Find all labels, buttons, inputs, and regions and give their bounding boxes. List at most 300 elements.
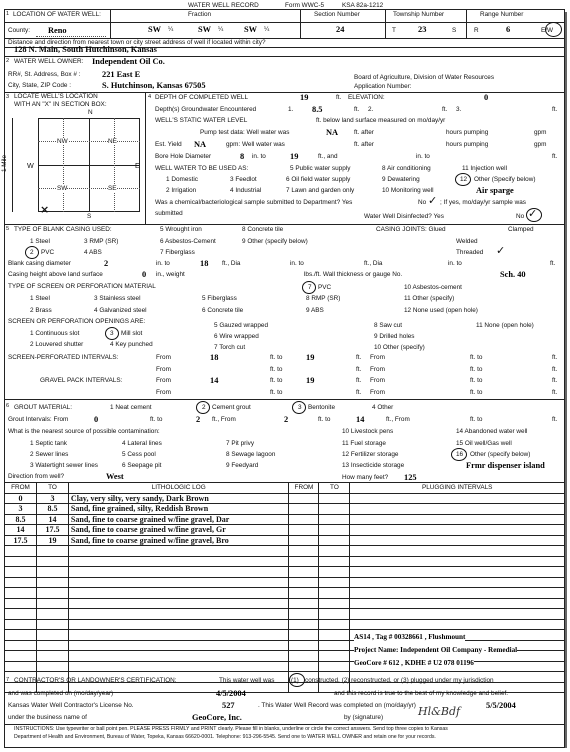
- use-12-circle: [455, 173, 471, 186]
- township-t: T: [392, 27, 396, 34]
- log-from: 0: [5, 493, 37, 504]
- casing-threaded: Threaded: [456, 249, 484, 256]
- height-in: in., weight: [156, 271, 185, 278]
- cert-label: CONTRACTOR'S OR LANDOWNER'S CERTIFICATION:: [14, 677, 177, 684]
- pump-label: Pump test data: Well water was: [200, 129, 290, 136]
- section-5-number: 5: [6, 226, 10, 232]
- gravel-ft-1: ft.: [356, 377, 362, 384]
- log-from: 8.5: [5, 514, 37, 525]
- screen-2: 2 Brass: [30, 307, 52, 314]
- grid-east: E: [135, 161, 140, 170]
- lithologic-log-table: [4, 482, 565, 693]
- grout-4: 4 Other: [372, 404, 394, 411]
- contam-16-circle: [451, 448, 467, 461]
- use-6: 6 Oil field water supply: [286, 176, 351, 183]
- use-1: 1 Domestic: [166, 176, 198, 183]
- fraction-q2: ¼: [218, 26, 224, 33]
- log-header-from: FROM: [5, 483, 37, 494]
- air-sparge: Air sparge: [476, 186, 514, 195]
- contam-label: What is the nearest source of possible contamination:: [8, 428, 160, 435]
- blank-in-to-2: in. to: [290, 260, 304, 267]
- casing-7: 7 Fiberglass: [160, 249, 195, 256]
- direction-label: Direction from well?: [8, 473, 65, 480]
- gw-3: 3.: [456, 106, 462, 113]
- record-label: . This Water Well Record was completed on (mo/day/yr): [258, 702, 416, 709]
- table-row: [5, 588, 565, 599]
- gravel-ft-4: ft.: [552, 389, 558, 396]
- elevation-value: 0: [484, 93, 489, 102]
- yield-after: ft. after: [354, 141, 374, 148]
- grout-3-circle: [292, 401, 306, 414]
- pump-after: ft. after: [354, 129, 374, 136]
- section-4-number: 4: [148, 94, 152, 100]
- casing-2-circle: [25, 246, 39, 259]
- pump-hours: hours pumping: [446, 129, 489, 136]
- county-value: Reno: [48, 26, 67, 35]
- log-header-to: TO: [36, 483, 68, 494]
- owner-city: S. Hutchinson, Kansas 67505: [102, 81, 206, 90]
- perf-from-2: From: [370, 354, 385, 361]
- log-to: 8.5: [36, 504, 68, 515]
- cert-text-1: This water well was: [219, 677, 275, 684]
- pump-value: NA: [326, 128, 339, 137]
- contam-7: 7 Pit privy: [226, 440, 255, 447]
- grout-ft-from-1: ft., From: [212, 416, 236, 423]
- locate-title-1: LOCATE WELL'S LOCATION: [14, 93, 98, 100]
- screen-6: 6 Concrete tile: [202, 307, 244, 314]
- mile-label: 1 Mile: [1, 154, 9, 173]
- header-div-2: [300, 9, 301, 38]
- groundwater-label: Depth(s) Groundwater Encountered: [155, 106, 257, 113]
- log-to: 14: [36, 514, 68, 525]
- range-r: R: [474, 27, 479, 34]
- city-label: City, State, ZIP Code :: [8, 82, 71, 89]
- contam-1: 1 Septic tank: [30, 440, 67, 447]
- contam-14: 14 Abandoned water well: [456, 428, 528, 435]
- business-label: under the business name of: [8, 714, 87, 721]
- yield-value: NA: [194, 140, 207, 149]
- table-row: [5, 619, 565, 630]
- header-div-1: [110, 9, 111, 38]
- grout-cement: Cement grout: [212, 404, 251, 411]
- perf-to-value: 19: [306, 353, 315, 362]
- table-row: [5, 525, 565, 536]
- yield-label: Est. Yield: [155, 141, 182, 148]
- blank-in-to-3: in. to: [448, 260, 462, 267]
- grout-ft-to-2: ft. to: [318, 416, 331, 423]
- disinfected-check: ✓: [528, 207, 538, 220]
- open-3-circle: [105, 327, 119, 340]
- yield-gpm-2: gpm: [534, 141, 547, 148]
- table-row: [5, 577, 565, 588]
- disinfected-label: Water Well Disinfected? Yes: [364, 213, 444, 220]
- contam-11: 11 Fuel storage: [342, 440, 386, 447]
- section-6-rule: [4, 399, 565, 400]
- depth-ft: ft.: [336, 94, 342, 101]
- grid-center-h: [38, 165, 140, 166]
- gravel-from-value: 14: [210, 376, 219, 385]
- table-row: [5, 598, 565, 609]
- perf-ft-1: ft.: [356, 354, 362, 361]
- screen-12: 12 None used (open hole): [404, 307, 478, 314]
- how-many-label: How many feet?: [342, 474, 389, 481]
- use-3: 3 Feedlot: [230, 176, 257, 183]
- signature: Hl&Bdf: [418, 705, 461, 718]
- height-value: 0: [142, 270, 147, 279]
- casing-3: 3 RMP (SR): [84, 238, 119, 245]
- grid-dot-h2: [38, 188, 140, 189]
- static-after: ft. below land surface measured on mo/day/yr: [316, 117, 446, 124]
- frmr-dispenser: Frmr dispenser island: [466, 461, 545, 470]
- grout-label: GROUT MATERIAL:: [14, 404, 72, 411]
- screen-8: 8 RMP (SR): [306, 295, 341, 302]
- open-1: 1 Continuous slot: [30, 330, 80, 337]
- gravel-ft-to-1: ft. to: [270, 377, 283, 384]
- table-row: [5, 493, 565, 504]
- section-7-rule: [4, 671, 565, 672]
- gravel-ft-3: ft.: [356, 389, 362, 396]
- chem-submitted: submitted: [155, 210, 183, 217]
- use-12: 12: [460, 176, 468, 183]
- contam-16-text: Other (specify below): [470, 451, 531, 458]
- table-row: [5, 609, 565, 620]
- belief-text: and this record is true to the best of my knowledge and belief.: [334, 690, 509, 697]
- perf-ft-4: ft.: [552, 366, 558, 373]
- log-header-to-2: TO: [319, 483, 350, 494]
- open-2: 2 Louvered shutter: [30, 341, 84, 348]
- pump-gpm: gpm: [534, 129, 547, 136]
- contam-2: 2 Sewer lines: [30, 451, 69, 458]
- bore-in-to-2: in. to: [416, 153, 430, 160]
- gw-ft2: ft.: [442, 106, 448, 113]
- section-3-number: 3: [6, 94, 10, 100]
- yield-hours: hours pumping: [446, 141, 489, 148]
- log-header-row: [5, 483, 565, 494]
- perf-ft-to-2: ft. to: [470, 354, 483, 361]
- table-row: [5, 535, 565, 546]
- log-desc: Sand, fine to coarse grained w/fine gravel, Bro: [68, 535, 289, 546]
- blank-dia-2: ft., Dia: [364, 260, 383, 267]
- casing-8: 8 Concrete tile: [242, 226, 284, 233]
- contam-15: 15 Oil well/Gas well: [456, 440, 512, 447]
- log-header-plugging: PLUGGING INTERVALS: [350, 483, 565, 494]
- grout-ft-to-3: ft. to: [470, 416, 483, 423]
- depth-value: 19: [300, 93, 309, 102]
- open-mill-slot: Mill slot: [121, 330, 143, 337]
- chem-no-check: ✓: [428, 194, 438, 207]
- screen-5: 5 Fiberglass: [202, 295, 237, 302]
- township-s: S: [452, 27, 457, 34]
- completed-value: 4/5/2004: [216, 689, 246, 698]
- log-header-from-2: FROM: [289, 483, 319, 494]
- cert-text-2: constructed, (2) reconstructed, or (3) plugged under my jurisdiction: [305, 677, 494, 684]
- use-10: 10 Monitoring well: [382, 187, 434, 194]
- use-7: 7 Lawn and garden only: [286, 187, 355, 194]
- grout-intervals-label: Grout Intervals: From: [8, 416, 69, 423]
- gw-2: 2.: [368, 106, 374, 113]
- grid-ne: NE: [108, 138, 117, 145]
- screen-7: 7: [308, 284, 312, 291]
- grout-ft-to-1: ft. to: [150, 416, 163, 423]
- mile-arrow: [12, 118, 13, 212]
- table-row: [5, 546, 565, 557]
- cert-text-c1: (1): [291, 677, 299, 684]
- casing-clamped: Clamped: [508, 226, 534, 233]
- open-6: 6 Wire wrapped: [214, 333, 259, 340]
- use-9: 9 Dewatering: [382, 176, 420, 183]
- casing-type-label: TYPE OF BLANK CASING USED:: [14, 226, 112, 233]
- gravel-from-2: From: [370, 377, 385, 384]
- open-8: 8 Saw cut: [374, 322, 403, 329]
- gravel-from-4: From: [370, 389, 385, 396]
- blank-in-to: in. to: [156, 260, 170, 267]
- open-4: 4 Key punched: [110, 341, 153, 348]
- stamp-line-1: AS14 , Tag # 00328661 , Flushmount: [354, 633, 466, 641]
- chem-no: No: [418, 199, 427, 206]
- grout-to-2: 14: [356, 415, 365, 424]
- casing-1: 1 Steel: [30, 238, 50, 245]
- open-9: 9 Drilled holes: [374, 333, 415, 340]
- use-2: 2 Irrigation: [166, 187, 197, 194]
- log-desc: Sand, fine to coarse grained w/fine gravel, Gr: [68, 525, 289, 536]
- bore-ft: ft.: [552, 153, 558, 160]
- table-row: [5, 556, 565, 567]
- gravel-ft-2: ft.: [552, 377, 558, 384]
- table-row: [5, 514, 565, 525]
- table-row: [5, 504, 565, 515]
- table-row: [5, 630, 565, 641]
- static-label: WELL'S STATIC WATER LEVEL: [155, 117, 248, 124]
- grid-dot-v1: [63, 118, 64, 212]
- depth-label: DEPTH OF COMPLETED WELL: [155, 94, 249, 101]
- open-5: 5 Gauzed wrapped: [214, 322, 269, 329]
- section-2-number: 2: [6, 58, 10, 64]
- grout-ft-from-2: ft., From: [386, 416, 410, 423]
- grid-west: W: [27, 161, 34, 170]
- grout-1: 1 Neat cement: [110, 404, 152, 411]
- gw-ft3: ft.: [552, 106, 558, 113]
- use-12-text: Other (Specify below): [474, 176, 536, 183]
- grout-from-2: 2: [284, 415, 289, 424]
- perf-ft-2: ft.: [552, 354, 558, 361]
- log-header-lithologic: LITHOLOGIC LOG: [68, 483, 289, 494]
- section-label: Section Number: [314, 11, 360, 18]
- instructions-2: Department of Health and Environment, Bureau of Water, Topeka, Kansas 66620-0001. Telephone: 913-296-5545. Send one to WATER WELL OWNER and retain one for your records.: [14, 734, 436, 740]
- instructions-rule: [4, 724, 565, 725]
- screen-7-circle: [302, 281, 316, 294]
- grid-south: S: [87, 213, 92, 220]
- log-from: 14: [5, 525, 37, 536]
- board-text: Board of Agriculture, Division of Water Resources: [354, 74, 495, 81]
- bore-to-value: 19: [290, 152, 299, 161]
- grout-3: 3: [298, 404, 302, 411]
- contam-10: 10 Livestock pens: [342, 428, 394, 435]
- blank-value: 2: [104, 259, 109, 268]
- log-to: 17.5: [36, 525, 68, 536]
- township-value: 23: [418, 25, 427, 34]
- gw-ft1: ft.: [354, 106, 360, 113]
- screen-3: 3 Stainless steel: [94, 295, 141, 302]
- blank-label: Blank casing diameter: [8, 260, 71, 267]
- casing-6: 6 Asbestos-Cement: [160, 238, 216, 245]
- grout-from-1: 0: [94, 415, 99, 424]
- use-8: 8 Air conditioning: [382, 165, 431, 172]
- location-label: LOCATION OF WATER WELL:: [13, 11, 101, 18]
- casing-pvc: PVC: [41, 249, 55, 256]
- contam-4: 4 Lateral lines: [122, 440, 162, 447]
- gw-value: 8.5: [312, 105, 323, 114]
- casing-joints: CASING JOINTS: Glued: [376, 226, 446, 233]
- gravel-from-3: From: [156, 389, 171, 396]
- bore-label: Bore Hole Diameter: [155, 153, 212, 160]
- contam-12: 12 Fertilizer storage: [342, 451, 399, 458]
- gauge-value: Sch. 40: [500, 270, 526, 279]
- gw-1: 1.: [288, 106, 294, 113]
- owner-label: WATER WELL OWNER:: [14, 58, 84, 65]
- contam-9: 9 Feedyard: [226, 462, 259, 469]
- casing-5: 5 Wrought iron: [160, 226, 202, 233]
- distance-value: 128 N. Main, South Hutchinson, Kansas: [14, 45, 157, 54]
- distance-label: Distance and direction from nearest town or city street address of well if located within city?: [8, 39, 266, 46]
- casing-welded: Welded: [456, 238, 478, 245]
- grid-north: N: [88, 109, 93, 116]
- open-3: 3: [110, 330, 114, 337]
- perf-ft-to-1: ft. to: [270, 354, 283, 361]
- grout-ft: ft.: [552, 416, 558, 423]
- contam-6: 6 Seepage pit: [122, 462, 162, 469]
- fraction-1: SW: [148, 25, 162, 34]
- contam-8: 8 Sewage lagoon: [226, 451, 276, 458]
- gravel-from-1: From: [156, 377, 171, 384]
- perf-label: SCREEN-PERFORATED INTERVALS:: [8, 354, 119, 361]
- log-from: 17.5: [5, 535, 37, 546]
- form-number: Form WWC-5: [285, 2, 325, 9]
- disinfected-no: No: [516, 213, 525, 220]
- section-value: 24: [336, 25, 345, 34]
- range-value: 6: [506, 25, 511, 34]
- gravel-label: GRAVEL PACK INTERVALS:: [40, 377, 123, 384]
- weight-lbs: lbs./ft. Wall thickness or gauge No.: [304, 271, 403, 278]
- gravel-to-value: 19: [306, 376, 315, 385]
- grid-x-mark: ×: [40, 203, 50, 216]
- owner-address: 221 East E: [102, 70, 141, 79]
- township-label: Township Number: [393, 11, 445, 18]
- bore-and: ft., and: [318, 153, 338, 160]
- county-label: County:: [8, 27, 31, 34]
- contam-13: 13 Insecticide storage: [342, 462, 405, 469]
- bore-in-to: in. to: [252, 153, 266, 160]
- county-underline: [36, 36, 106, 37]
- business-value: GeoCore, Inc.: [192, 713, 242, 722]
- direction-value: West: [106, 472, 124, 481]
- use-label: WELL WATER TO BE USED AS:: [155, 165, 249, 172]
- stamp-line-3: GeoCore # 612 , KDHE # U2 078 01196: [354, 659, 474, 667]
- screen-9: 9 ABS: [306, 307, 324, 314]
- grid-sw: SW: [57, 185, 68, 192]
- section-5-rule: [4, 224, 565, 225]
- stamp-line-2: Project Name: Independent Oil Company - Remedial: [354, 646, 518, 654]
- grid-dot-h1: [38, 141, 140, 142]
- gravel-ft-to-3: ft. to: [270, 389, 283, 396]
- screen-type-label: TYPE OF SCREEN OR PERFORATION MATERIAL: [8, 283, 156, 290]
- screen-pvc: PVC: [318, 284, 332, 291]
- log-desc: Clay, very silty, very sandy, Dark Brown: [68, 493, 289, 504]
- instructions-1: INSTRUCTIONS: Use typewriter or ball point pen. PLEASE PRESS FIRMLY and PRINT clearly. Please fill in blanks, underline or circle the correct answers. Send top three copies to Kansas: [14, 726, 448, 732]
- use-5: 5 Public water supply: [290, 165, 351, 172]
- use-4: 4 Industrial: [230, 187, 262, 194]
- fraction-3: SW: [244, 25, 258, 34]
- grout-2-circle: [196, 401, 210, 414]
- perf-ft-3: ft.: [356, 366, 362, 373]
- perf-ft-to-3: ft. to: [270, 366, 283, 373]
- yield-gpm: gpm: Well water was: [226, 141, 285, 148]
- open-11: 11 None (open hole): [476, 322, 534, 329]
- fraction-q1: ¼: [168, 26, 174, 33]
- fraction-2: SW: [198, 25, 212, 34]
- header-div-3: [385, 9, 386, 38]
- screen-11: 11 Other (specify): [404, 295, 455, 302]
- contam-16: 16: [456, 451, 464, 458]
- grid-dot-v2: [114, 118, 115, 212]
- bore-value: 8: [240, 152, 245, 161]
- blank-ft: ft.: [550, 260, 556, 267]
- table-row: [5, 567, 565, 578]
- range-label: Range Number: [480, 11, 524, 18]
- log-to: 3: [36, 493, 68, 504]
- perf-from-value: 18: [210, 353, 219, 362]
- fraction-q3: ¼: [264, 26, 270, 33]
- table-row: [5, 661, 565, 672]
- screen-4: 4 Galvanized steel: [94, 307, 147, 314]
- height-label: Casing height above land surface: [8, 271, 103, 278]
- frame-shadow-right: [565, 12, 567, 748]
- grout-2: 2: [202, 404, 206, 411]
- range-w-circle: [545, 22, 562, 37]
- open-7: 7 Torch cut: [214, 344, 246, 351]
- range-ew: E/W: [541, 27, 554, 34]
- section-1-number: 1: [6, 11, 10, 17]
- header-div-4: [466, 9, 467, 38]
- log-desc: Sand, fine grained, silty, Reddish Brown: [68, 504, 289, 515]
- feet-value: 125: [404, 473, 417, 482]
- perf-ft-to-4: ft. to: [470, 366, 483, 373]
- record-date: 5/5/2004: [486, 701, 516, 710]
- open-10: 10 Other (specify): [374, 344, 425, 351]
- grid-se: SE: [108, 185, 117, 192]
- contam-3: 3 Watertight sewer lines: [30, 462, 98, 469]
- completed-label: and was completed on (mo/day/year): [8, 690, 114, 697]
- fraction-label: Fraction: [188, 11, 212, 18]
- header-rule: [4, 22, 565, 23]
- log-from: 3: [5, 504, 37, 515]
- blank-dia: ft., Dia: [222, 260, 241, 267]
- license-value: 527: [222, 701, 235, 710]
- form-title: WATER WELL RECORD: [188, 2, 259, 9]
- perf-from-4: From: [370, 366, 385, 373]
- ksa-number: KSA 82a-1212: [342, 2, 384, 9]
- section-3-4-divider: [145, 92, 146, 224]
- rr-label: RR#, St. Address, Box # :: [8, 71, 81, 78]
- section-2-rule: [4, 56, 565, 57]
- perf-from-3: From: [156, 366, 171, 373]
- elevation-label: ELEVATION:: [348, 94, 385, 101]
- screen-1: 1 Steel: [30, 295, 50, 302]
- openings-label: SCREEN OR PERFORATION OPENINGS ARE:: [8, 318, 146, 325]
- log-desc: Sand, fine to coarse grained w/fine gravel, Dar: [68, 514, 289, 525]
- threaded-check: ✓: [496, 244, 506, 257]
- chem-question: Was a chemical/bacteriological sample submitted to Department? Yes: [155, 199, 353, 206]
- use-11: 11 Injection well: [462, 165, 507, 172]
